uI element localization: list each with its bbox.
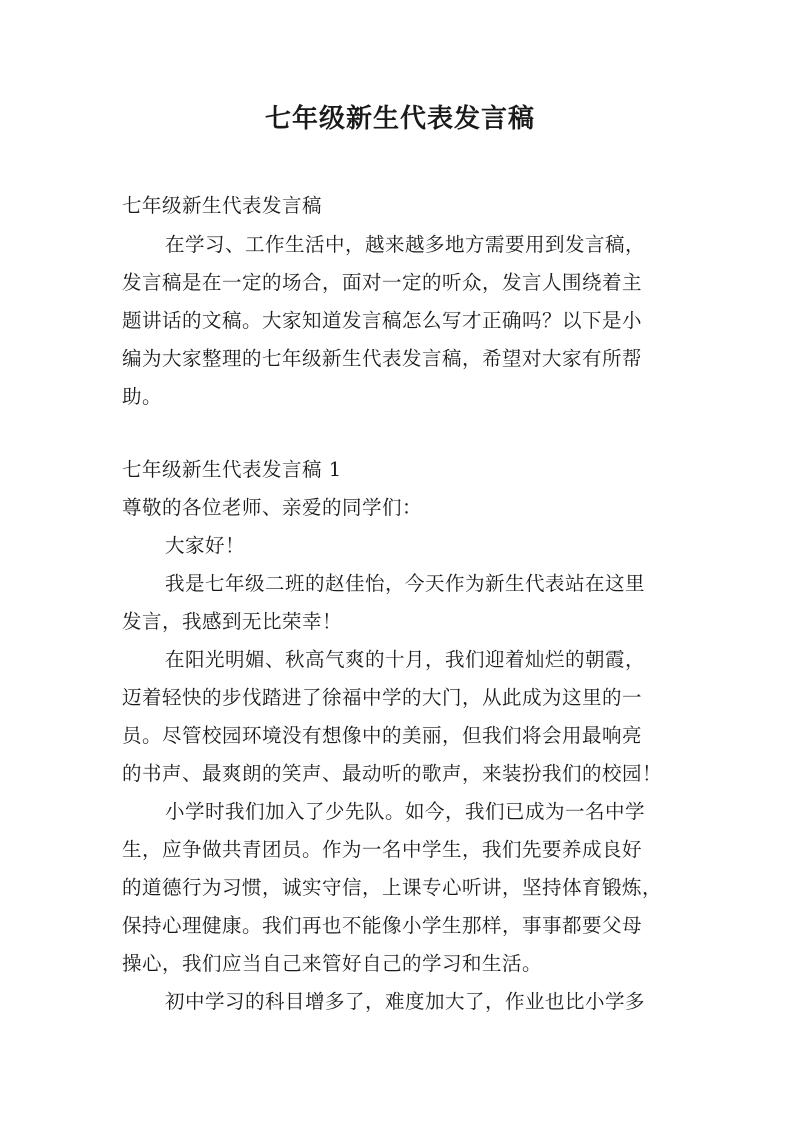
intro-line: 编为大家整理的七年级新生代表发言稿，希望对大家有所帮 [122,347,643,370]
paragraph-line: 迈着轻快的步伐踏进了徐福中学的大门，从此成为这里的一 [122,686,643,709]
paragraph-line: 小学时我们加入了少先队。如今，我们已成为一名中学 [165,800,646,823]
paragraph-line: 我是七年级二班的赵佳怡，今天作为新生代表站在这里 [165,572,646,595]
greeting: 大家好！ [165,534,246,557]
paragraph-line: 保持心理健康。我们再也不能像小学生那样，事事都要父母 [122,914,643,937]
intro-line: 助。 [122,385,163,408]
paragraph-line: 员。尽管校园环境没有想像中的美丽，但我们将会用最响亮 [122,724,643,747]
document-subtitle: 七年级新生代表发言稿 [122,194,323,217]
document-title: 七年级新生代表发言稿 [264,104,535,134]
paragraph-line: 在阳光明媚、秋高气爽的十月，我们迎着灿烂的朝霞， [165,648,646,671]
intro-line: 在学习、工作生活中，越来越多地方需要用到发言稿， [165,233,646,256]
paragraph-line: 操心，我们应当自己来管好自己的学习和生活。 [122,952,543,975]
intro-line: 题讲话的文稿。大家知道发言稿怎么写才正确吗？以下是小 [122,309,643,332]
section-heading: 七年级新生代表发言稿 1 [122,458,342,481]
paragraph-line: 初中学习的科目增多了，难度加大了，作业也比小学多 [165,990,646,1013]
paragraph-line: 发言，我感到无比荣幸！ [122,610,343,633]
paragraph-line: 的书声、最爽朗的笑声、最动听的歌声，来装扮我们的校园！ [122,762,663,785]
paragraph-line: 的道德行为习惯，诚实守信，上课专心听讲，坚持体育锻炼， [122,876,663,899]
salutation: 尊敬的各位老师、亲爱的同学们： [122,496,423,519]
intro-line: 发言稿是在一定的场合，面对一定的听众，发言人围绕着主 [122,271,643,294]
paragraph-line: 生，应争做共青团员。作为一名中学生，我们先要养成良好 [122,838,643,861]
